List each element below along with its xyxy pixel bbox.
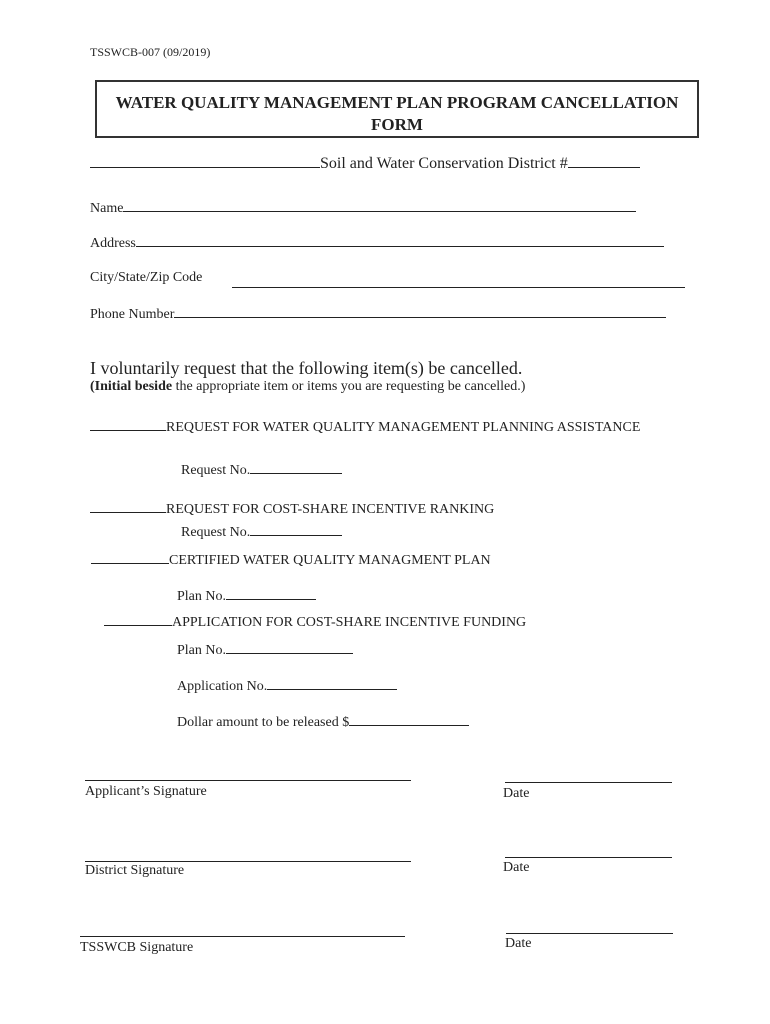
district-name-blank[interactable]	[90, 155, 320, 168]
address-field[interactable]	[136, 234, 664, 247]
plan-no-field-2[interactable]	[226, 641, 353, 654]
date-line-2[interactable]	[505, 857, 672, 858]
request-no-row-2	[181, 523, 342, 541]
form-title-box	[95, 80, 699, 138]
date-label-2: Date	[503, 860, 530, 875]
district-row	[90, 155, 640, 173]
application-no-field[interactable]	[267, 677, 397, 690]
tsswcb-signature-line[interactable]	[80, 936, 405, 937]
city-field[interactable]	[232, 273, 685, 288]
plan-no-label-2: Plan No.	[177, 643, 226, 658]
initial-blank-certified[interactable]	[91, 551, 169, 564]
city-row	[90, 270, 202, 286]
item-ranking-row	[90, 500, 494, 518]
item-planning-row	[90, 418, 640, 436]
name-field[interactable]	[123, 199, 636, 212]
item-planning-label: REQUEST FOR WATER QUALITY MANAGEMENT PLANNING ASSISTANCE	[166, 420, 641, 435]
name-row	[90, 199, 636, 217]
item-funding-label: APPLICATION FOR COST-SHARE INCENTIVE FUNDING	[172, 615, 527, 630]
intro-note-rest: the appropriate item or items you are requesting be cancelled.)	[172, 379, 526, 394]
plan-no-row-1	[177, 587, 316, 605]
intro-heading: I voluntarily request that the following item(s) be cancelled.	[90, 358, 523, 378]
name-label: Name	[90, 201, 124, 216]
applicant-signature-line[interactable]	[85, 780, 411, 781]
form-title-line1: WATER QUALITY MANAGEMENT PLAN PROGRAM CANCELLATION	[115, 93, 679, 112]
request-no-row-1	[181, 461, 342, 479]
date-label-3: Date	[505, 936, 532, 951]
application-no-row	[177, 677, 397, 695]
phone-row	[90, 305, 666, 323]
intro-note	[90, 379, 525, 395]
plan-no-field-1[interactable]	[226, 587, 316, 600]
dollar-label: Dollar amount to be released $	[177, 715, 350, 730]
plan-no-row-2	[177, 641, 353, 659]
request-no-field-1[interactable]	[250, 461, 342, 474]
item-certified-label: CERTIFIED WATER QUALITY MANAGMENT PLAN	[169, 553, 491, 568]
request-no-label-2: Request No.	[181, 525, 251, 540]
form-title-line2: FORM	[371, 115, 423, 134]
address-row	[90, 234, 664, 252]
initial-blank-planning[interactable]	[90, 418, 166, 431]
district-signature-line[interactable]	[85, 861, 411, 862]
date-label-1: Date	[503, 786, 530, 801]
request-no-field-2[interactable]	[250, 523, 342, 536]
dollar-field[interactable]	[349, 713, 469, 726]
plan-no-label-1: Plan No.	[177, 589, 226, 604]
city-label: City/State/Zip Code	[90, 270, 203, 285]
district-signature-label: District Signature	[85, 863, 185, 878]
phone-label: Phone Number	[90, 307, 175, 322]
item-certified-row	[91, 551, 491, 569]
address-label: Address	[90, 236, 136, 251]
district-number-blank[interactable]	[568, 155, 640, 168]
request-no-label-1: Request No.	[181, 463, 251, 478]
form-code: TSSWCB-007 (09/2019)	[90, 45, 211, 59]
initial-blank-ranking[interactable]	[90, 500, 166, 513]
tsswcb-signature-label: TSSWCB Signature	[80, 940, 194, 955]
item-ranking-label: REQUEST FOR COST-SHARE INCENTIVE RANKING	[166, 502, 495, 517]
district-label: Soil and Water Conservation District #	[320, 155, 568, 172]
dollar-row	[177, 713, 469, 731]
applicant-signature-label: Applicant’s Signature	[85, 784, 207, 799]
intro-note-bold: (Initial beside	[90, 379, 173, 394]
date-line-3[interactable]	[506, 933, 673, 934]
date-line-1[interactable]	[505, 782, 672, 783]
phone-field[interactable]	[174, 305, 666, 318]
item-funding-row	[104, 613, 526, 631]
initial-blank-funding[interactable]	[104, 613, 172, 626]
application-no-label: Application No.	[177, 679, 268, 694]
